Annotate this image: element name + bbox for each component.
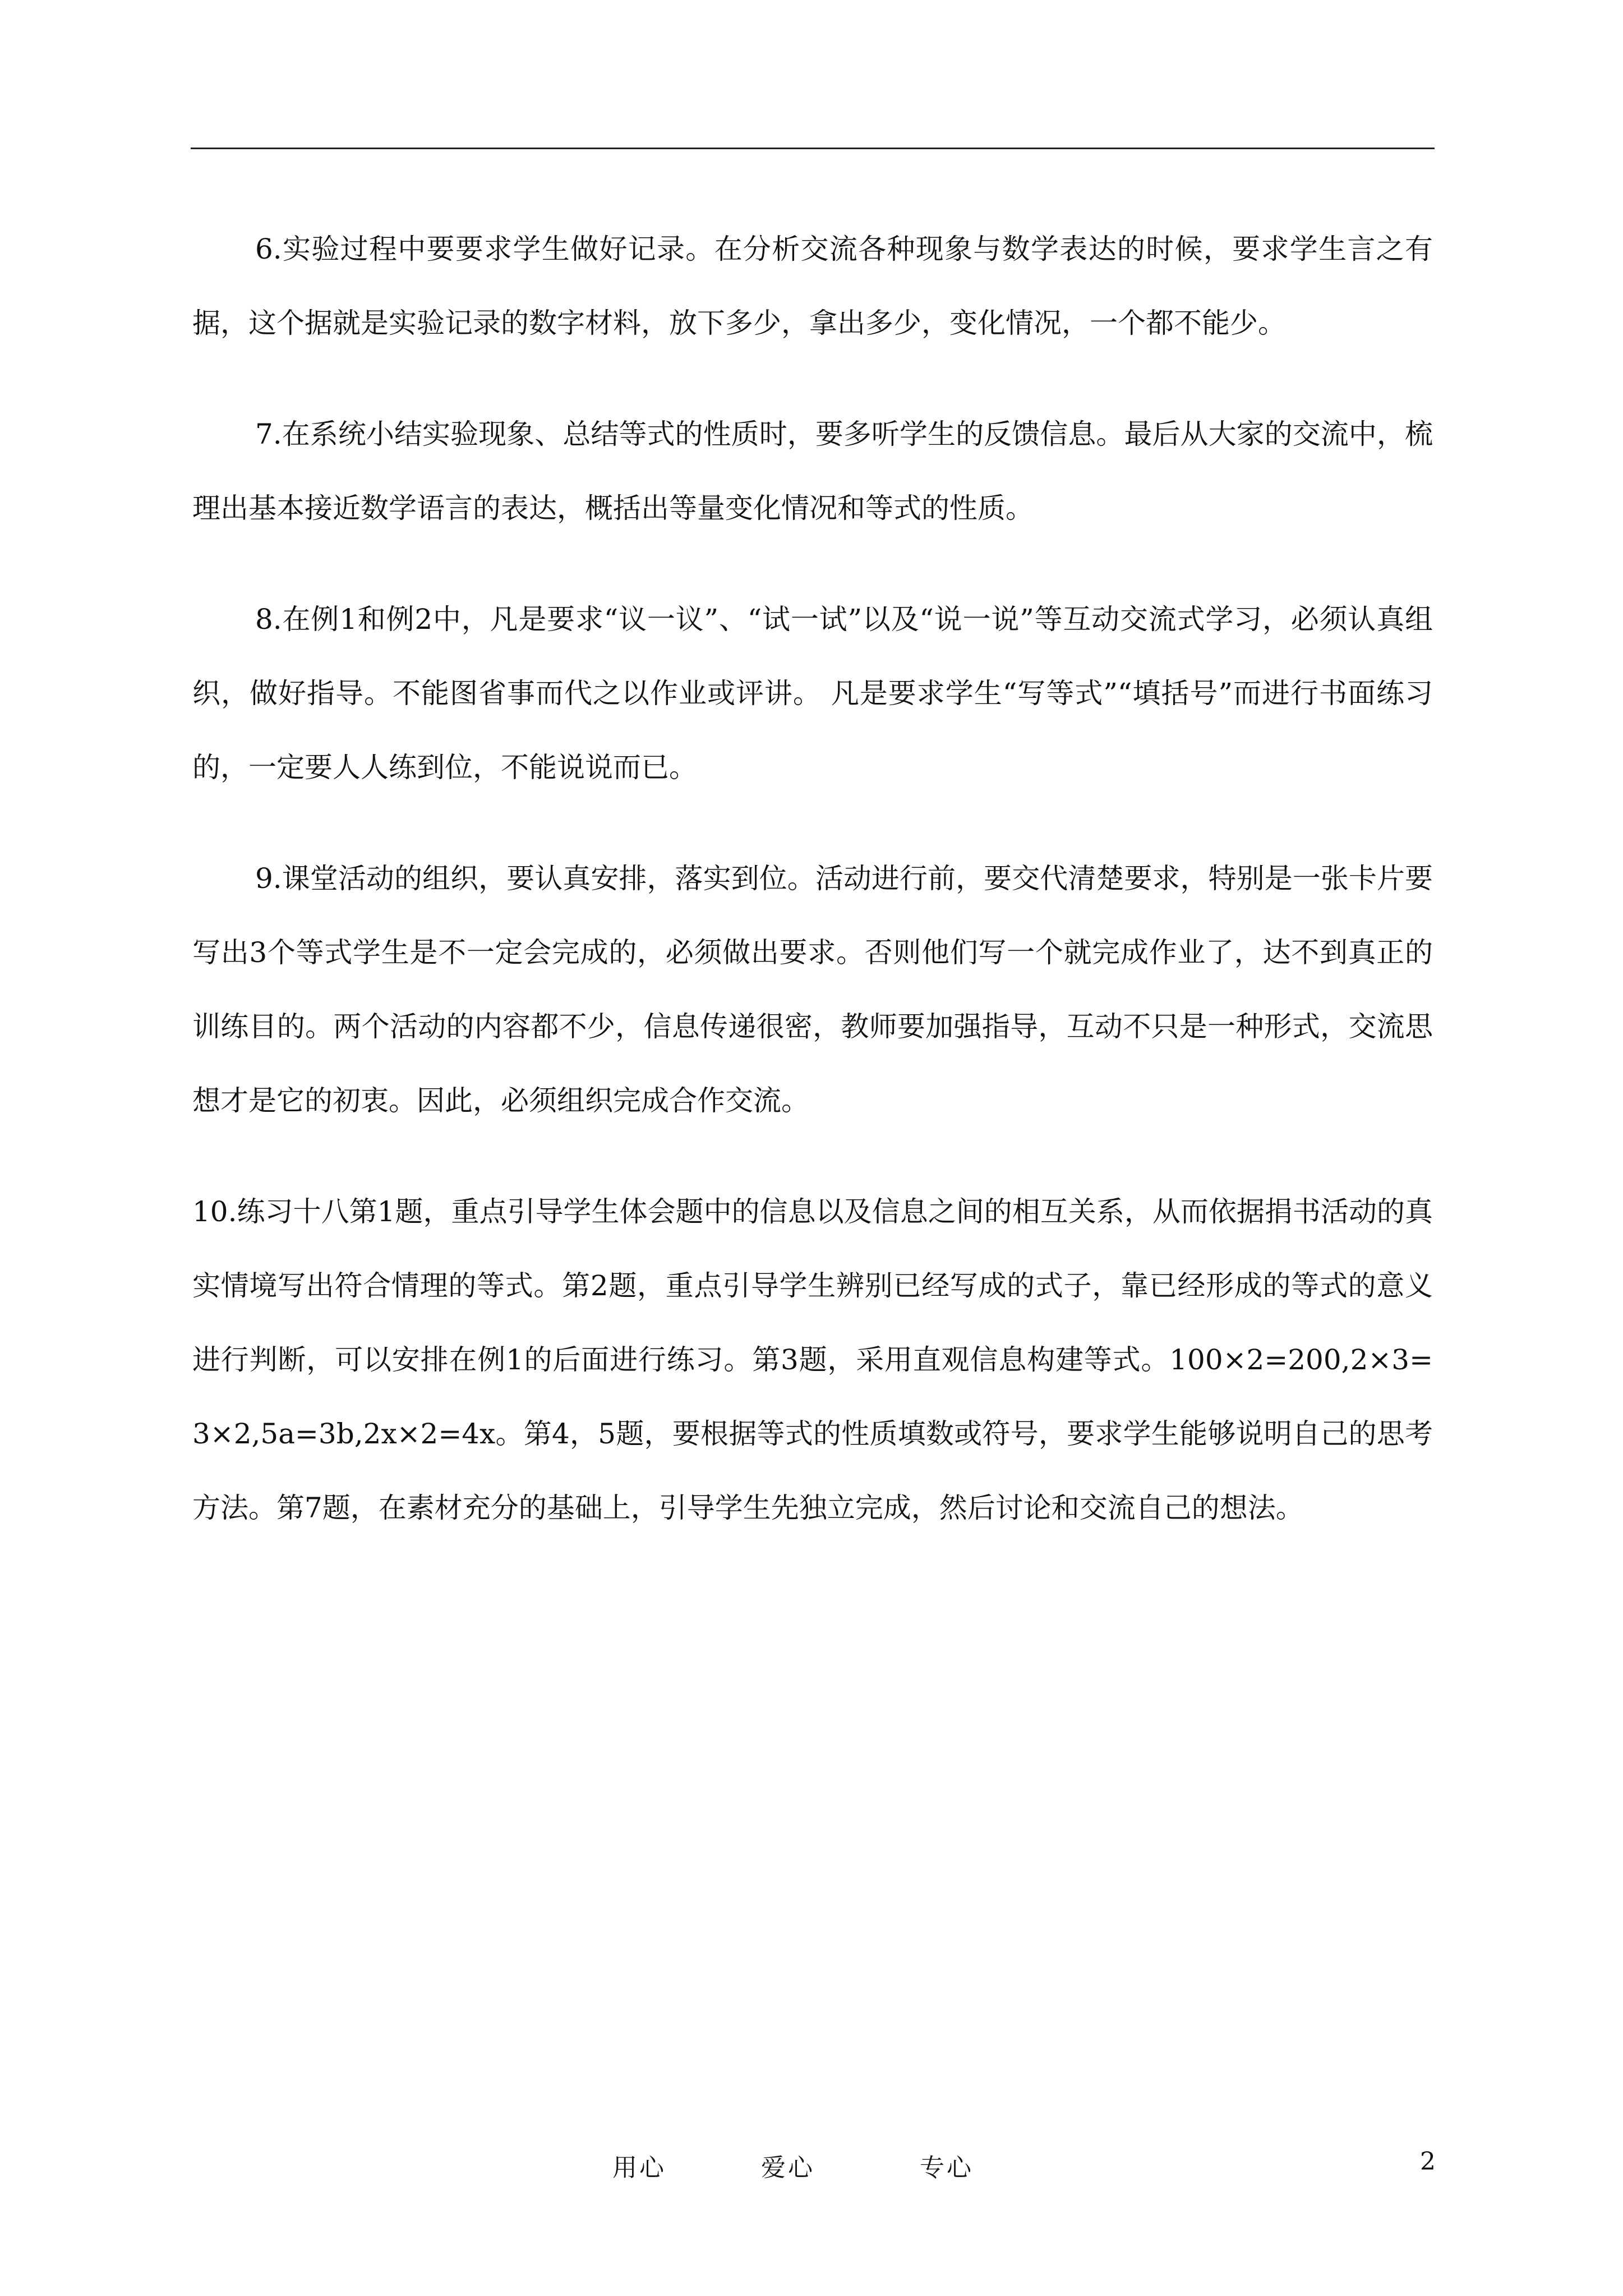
paragraph-8: 8.在例1和例2中，凡是要求“议一议”、“试一试”以及“说一说”等互动交流式学习，必须认真组织，做好指导。不能图省事而代之以作业或评讲。 凡是要求学生“写等式”“填括号”而进行书面练习的，一定要人人练到位，不能说说而已。 (192, 603, 1433, 784)
paragraph-10: 10.练习十八第1题，重点引导学生体会题中的信息以及信息之间的相互关系，从而依据捐书活动的真实情境写出符合情理的等式。第2题，重点引导学生辨别已经写成的式子，靠已经形成的等式的意义进行判断，可以安排在例1的后面进行练习。第3题，采用直观信息构建等式。100×2=200,2×3=3×2,5a=3b,2x×2=4x。第4，5题，要根据等式的性质填数或符号，要求学生能够说明自己的思考方法。第7题，在素材充分的基础上，引导学生先独立完成，然后讨论和交流自己的想法。 (192, 1195, 1433, 1524)
footer-motto-1: 用心 (612, 2154, 666, 2182)
paragraph-6: 6.实验过程中要要求学生做好记录。在分析交流各种现象与数学表达的时候，要求学生言之有据，这个据就是实验记录的数字材料，放下多少，拿出多少，变化情况，一个都不能少。 (192, 233, 1433, 339)
footer-motto-2: 爱心 (761, 2154, 815, 2182)
footer-motto-3: 专心 (920, 2154, 974, 2182)
document-body (192, 212, 1433, 1582)
page-number: 2 (1420, 2147, 1436, 2176)
page-footer (0, 2147, 1623, 2181)
header-rule (191, 148, 1435, 149)
paragraph-7: 7.在系统小结实验现象、总结等式的性质时，要多听学生的反馈信息。最后从大家的交流中，梳理出基本接近数学语言的表达，概括出等量变化情况和等式的性质。 (192, 418, 1433, 524)
paragraph-9: 9.课堂活动的组织，要认真安排，落实到位。活动进行前，要交代清楚要求，特别是一张卡片要写出3个等式学生是不一定会完成的，必须做出要求。否则他们写一个就完成作业了，达不到真正的训练目的。两个活动的内容都不少，信息传递很密，教师要加强指导，互动不只是一种形式，交流思想才是它的初衷。因此，必须组织完成合作交流。 (192, 862, 1433, 1117)
